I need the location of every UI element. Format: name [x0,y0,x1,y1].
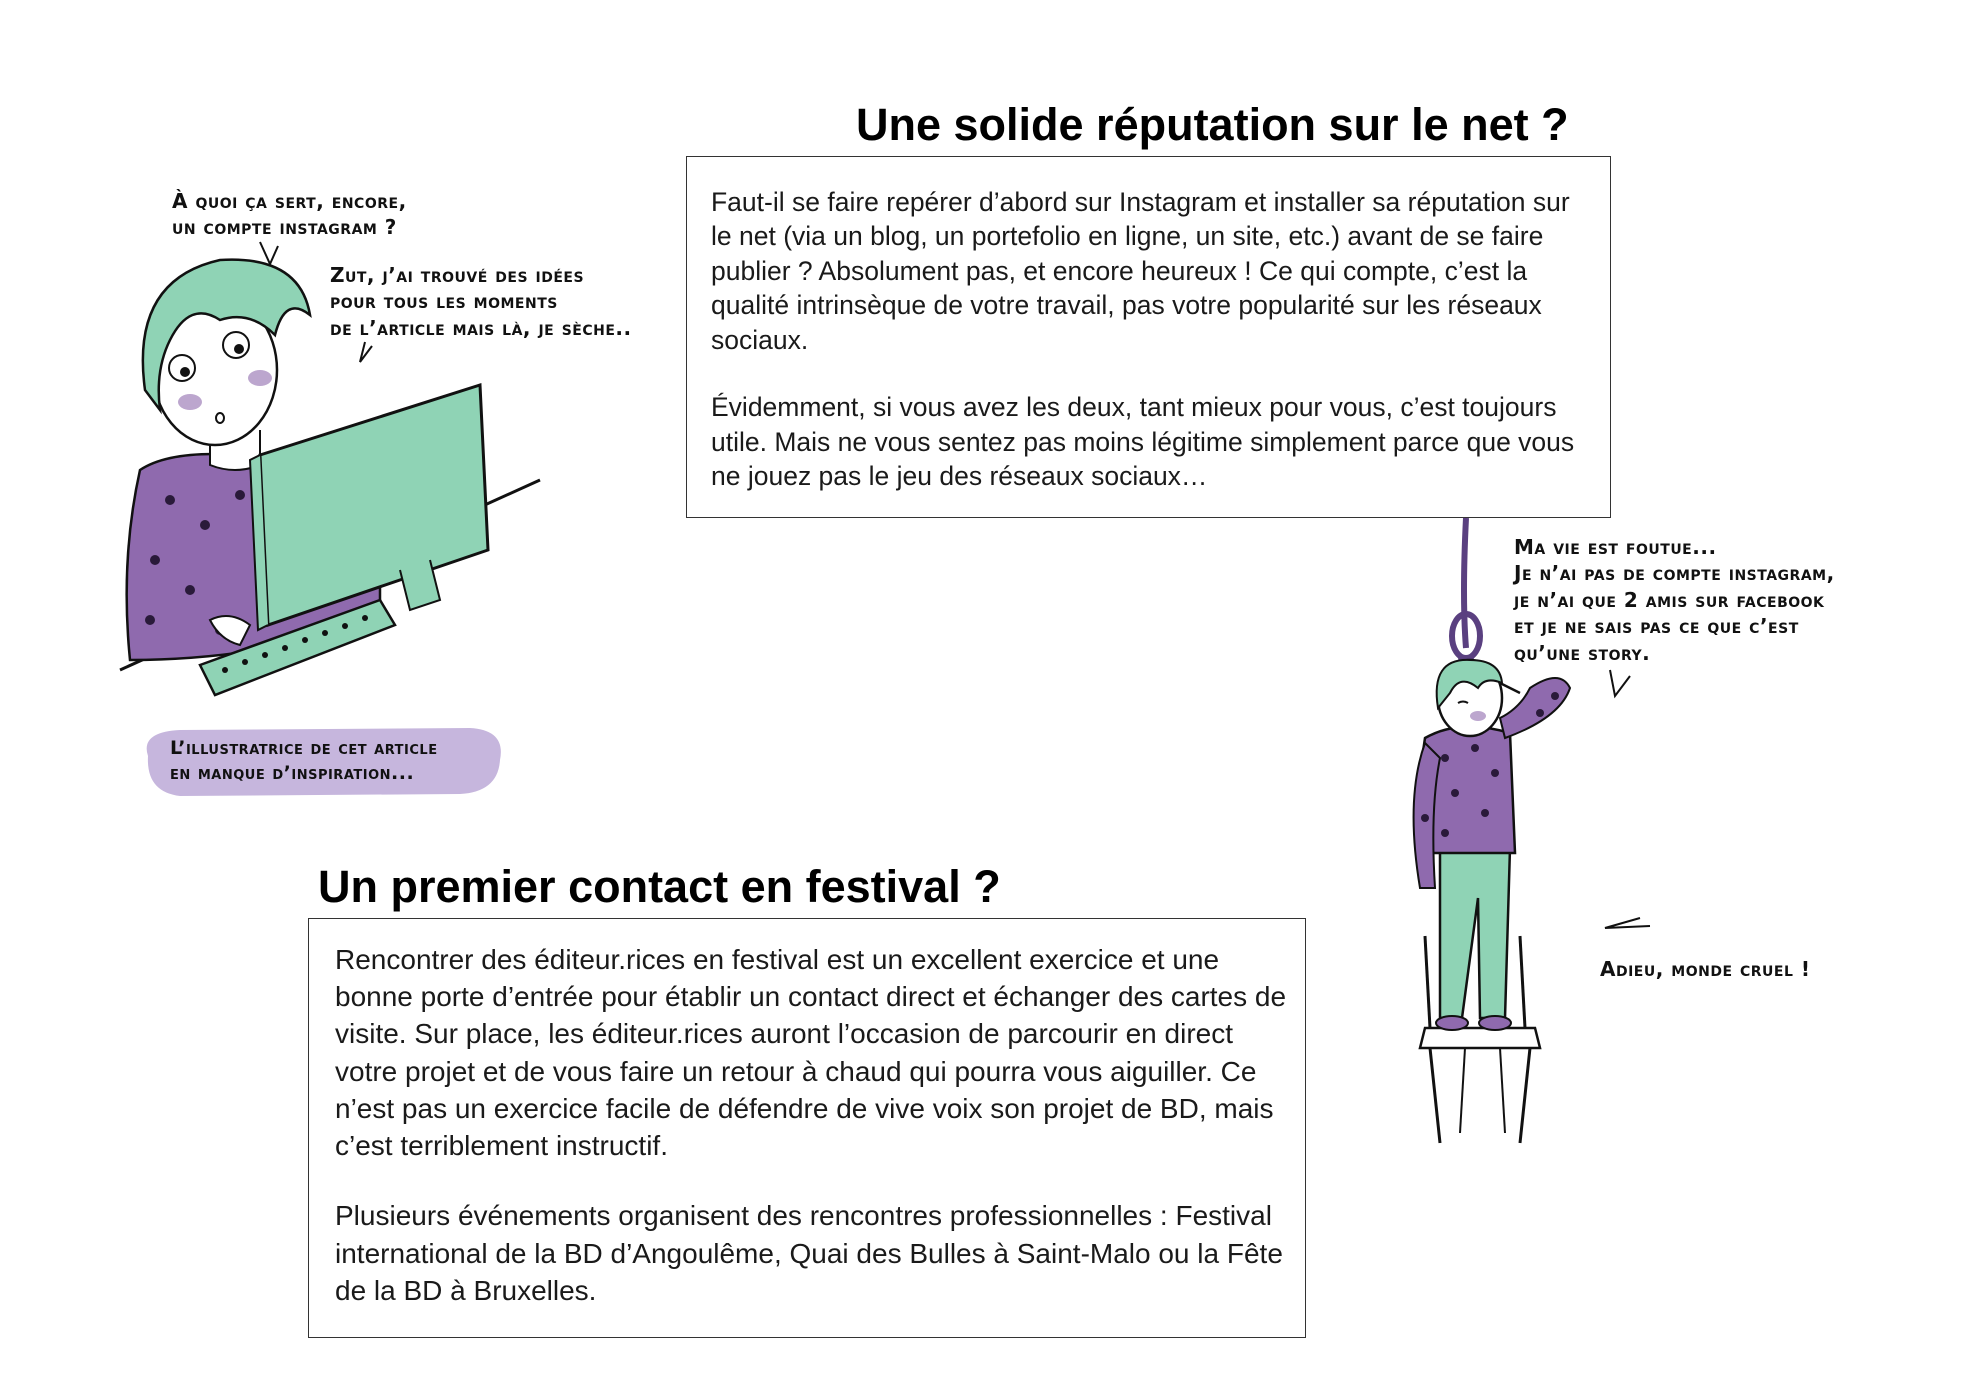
paragraph: Évidemment, si vous avez les deux, tant mieux pour vous, c’est toujours utile. Mais ne vous sentez pas moins légitime simplement parce que vous ne jouez pas le jeu des réseaux sociaux… [711,392,1575,492]
person-on-chair-illustration [1400,518,1840,1148]
illustrator-at-computer-illustration [110,240,570,720]
speech-bubble-despair: Ma vie est foutue... Je n’ai pas de compte instagram, je n’ai que 2 amis sur facebook et je ne sais pas ce que c’est qu’une story. [1514,535,1835,665]
paragraph: Faut-il se faire repérer d’abord sur Instagram et installer sa réputation sur le net (via un blog, un portefolio en ligne, un site, etc.) avant de se faire publier ? Absolument pas, et encore heureux ! Ce qui compte, c’est la qualité intrinsèque de votre travail, pas votre popularité sur les réseaux sociaux. [711,187,1570,355]
text-box-net [686,156,1611,518]
text-box-festival [308,918,1306,1338]
illustration-caption: L’illustratrice de cet article en manque d’inspiration... [170,737,438,785]
speech-bubble-adieu: Adieu, monde cruel ! [1600,957,1811,981]
paragraph: Rencontrer des éditeur.rices en festival est un excellent exercice et une bonne porte d’entrée pour établir un contact direct et échanger des cartes de visite. Sur place, les éditeur.rices auront l’occasion de parcourir en direct votre projet et de vous faire un retour à chaud qui pourra vous aiguiller. Ce n’est pas un exercice facile de défendre de vive voix son projet de BD, mais c’est terriblement instructif. [335,944,1287,1162]
section-title-festival: Un premier contact en festival ? [318,861,1001,912]
paragraph: Plusieurs événements organisent des rencontres professionnelles : Festival international de la BD d’Angoulême, Quai des Bulles à Saint-Malo ou la Fête de la BD à Bruxelles. [335,1200,1283,1306]
speech-bubble-instagram: À quoi ça sert, encore, un compte instagram ? [172,189,407,240]
section-title-net: Une solide réputation sur le net ? [856,99,1569,150]
speech-bubble-ideas: Zut, j’ai trouvé des idées pour tous les moments de l’article mais là, je sèche.. [330,263,632,340]
